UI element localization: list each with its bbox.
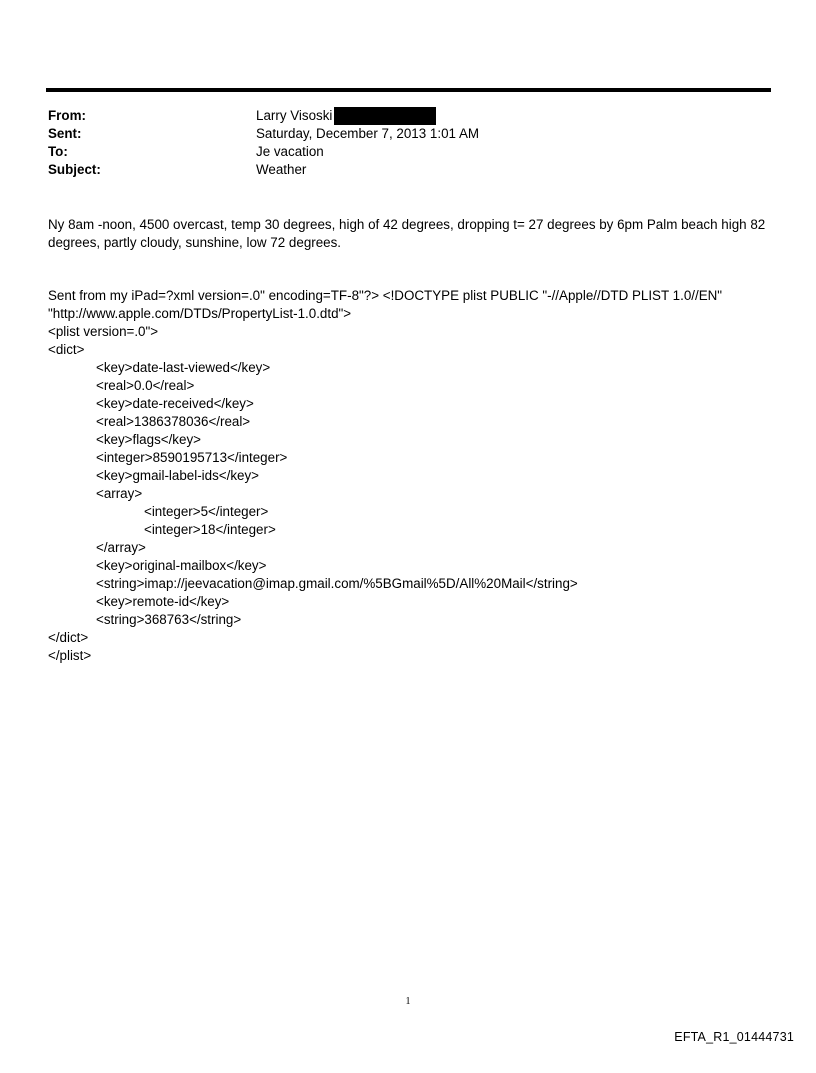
subject-label: Subject: — [48, 162, 101, 177]
from-label: From: — [48, 108, 86, 123]
plist-line: <plist version=.0"> — [48, 324, 159, 339]
plist-line: <real>1386378036</real> — [96, 414, 251, 429]
body-line: Ny 8am -noon, 4500 overcast, temp 30 degrees, high of 42 degrees, dropping t= 27 degrees by 6pm Palm beach high 82 — [48, 217, 766, 232]
body-line: degrees, partly cloudy, sunshine, low 72 degrees. — [48, 235, 342, 250]
plist-line: <dict> — [48, 342, 85, 357]
plist-line: <string>368763</string> — [96, 612, 242, 627]
plist-line: <integer>8590195713</integer> — [96, 450, 288, 465]
email-body-paragraph — [48, 216, 773, 252]
plist-line: <real>0.0</real> — [96, 378, 195, 393]
email-header — [48, 107, 768, 179]
plist-block — [48, 287, 773, 665]
plist-line: <key>date-received</key> — [96, 396, 254, 411]
from-value-wrap — [256, 107, 436, 125]
plist-line: <key>remote-id</key> — [96, 594, 230, 609]
sent-value: Saturday, December 7, 2013 1:01 AM — [256, 126, 480, 141]
plist-line: <key>gmail-label-ids</key> — [96, 468, 260, 483]
to-label: To: — [48, 144, 68, 159]
plist-line: </dict> — [48, 630, 89, 645]
plist-line: <key>original-mailbox</key> — [96, 558, 267, 573]
plist-line: <array> — [96, 486, 143, 501]
from-row — [48, 107, 768, 125]
to-value: Je vacation — [256, 144, 324, 159]
plist-line: "http://www.apple.com/DTDs/PropertyList-1.0.dtd"> — [48, 306, 352, 321]
plist-line: </array> — [96, 540, 146, 555]
plist-line: <integer>18</integer> — [144, 522, 276, 537]
sent-label: Sent: — [48, 126, 82, 141]
plist-line: Sent from my iPad=?xml version=.0" encoding=TF-8"?> <!DOCTYPE plist PUBLIC "-//Apple//DTD PLIST 1.0//EN" — [48, 288, 723, 303]
redaction-box — [334, 107, 436, 125]
from-value: Larry Visoski — [256, 108, 333, 123]
plist-line: <string>imap://jeevacation@imap.gmail.com/%5BGmail%5D/All%20Mail</string> — [96, 576, 578, 591]
subject-value: Weather — [256, 162, 307, 177]
top-rule — [46, 88, 771, 92]
plist-line: </plist> — [48, 648, 92, 663]
sent-row — [48, 125, 768, 143]
document-id: EFTA_R1_01444731 — [674, 1030, 794, 1044]
to-row — [48, 143, 768, 161]
plist-line: <key>flags</key> — [96, 432, 201, 447]
plist-line: <integer>5</integer> — [144, 504, 269, 519]
subject-row — [48, 161, 768, 179]
page-number: 1 — [405, 996, 411, 1007]
plist-line: <key>date-last-viewed</key> — [96, 360, 271, 375]
